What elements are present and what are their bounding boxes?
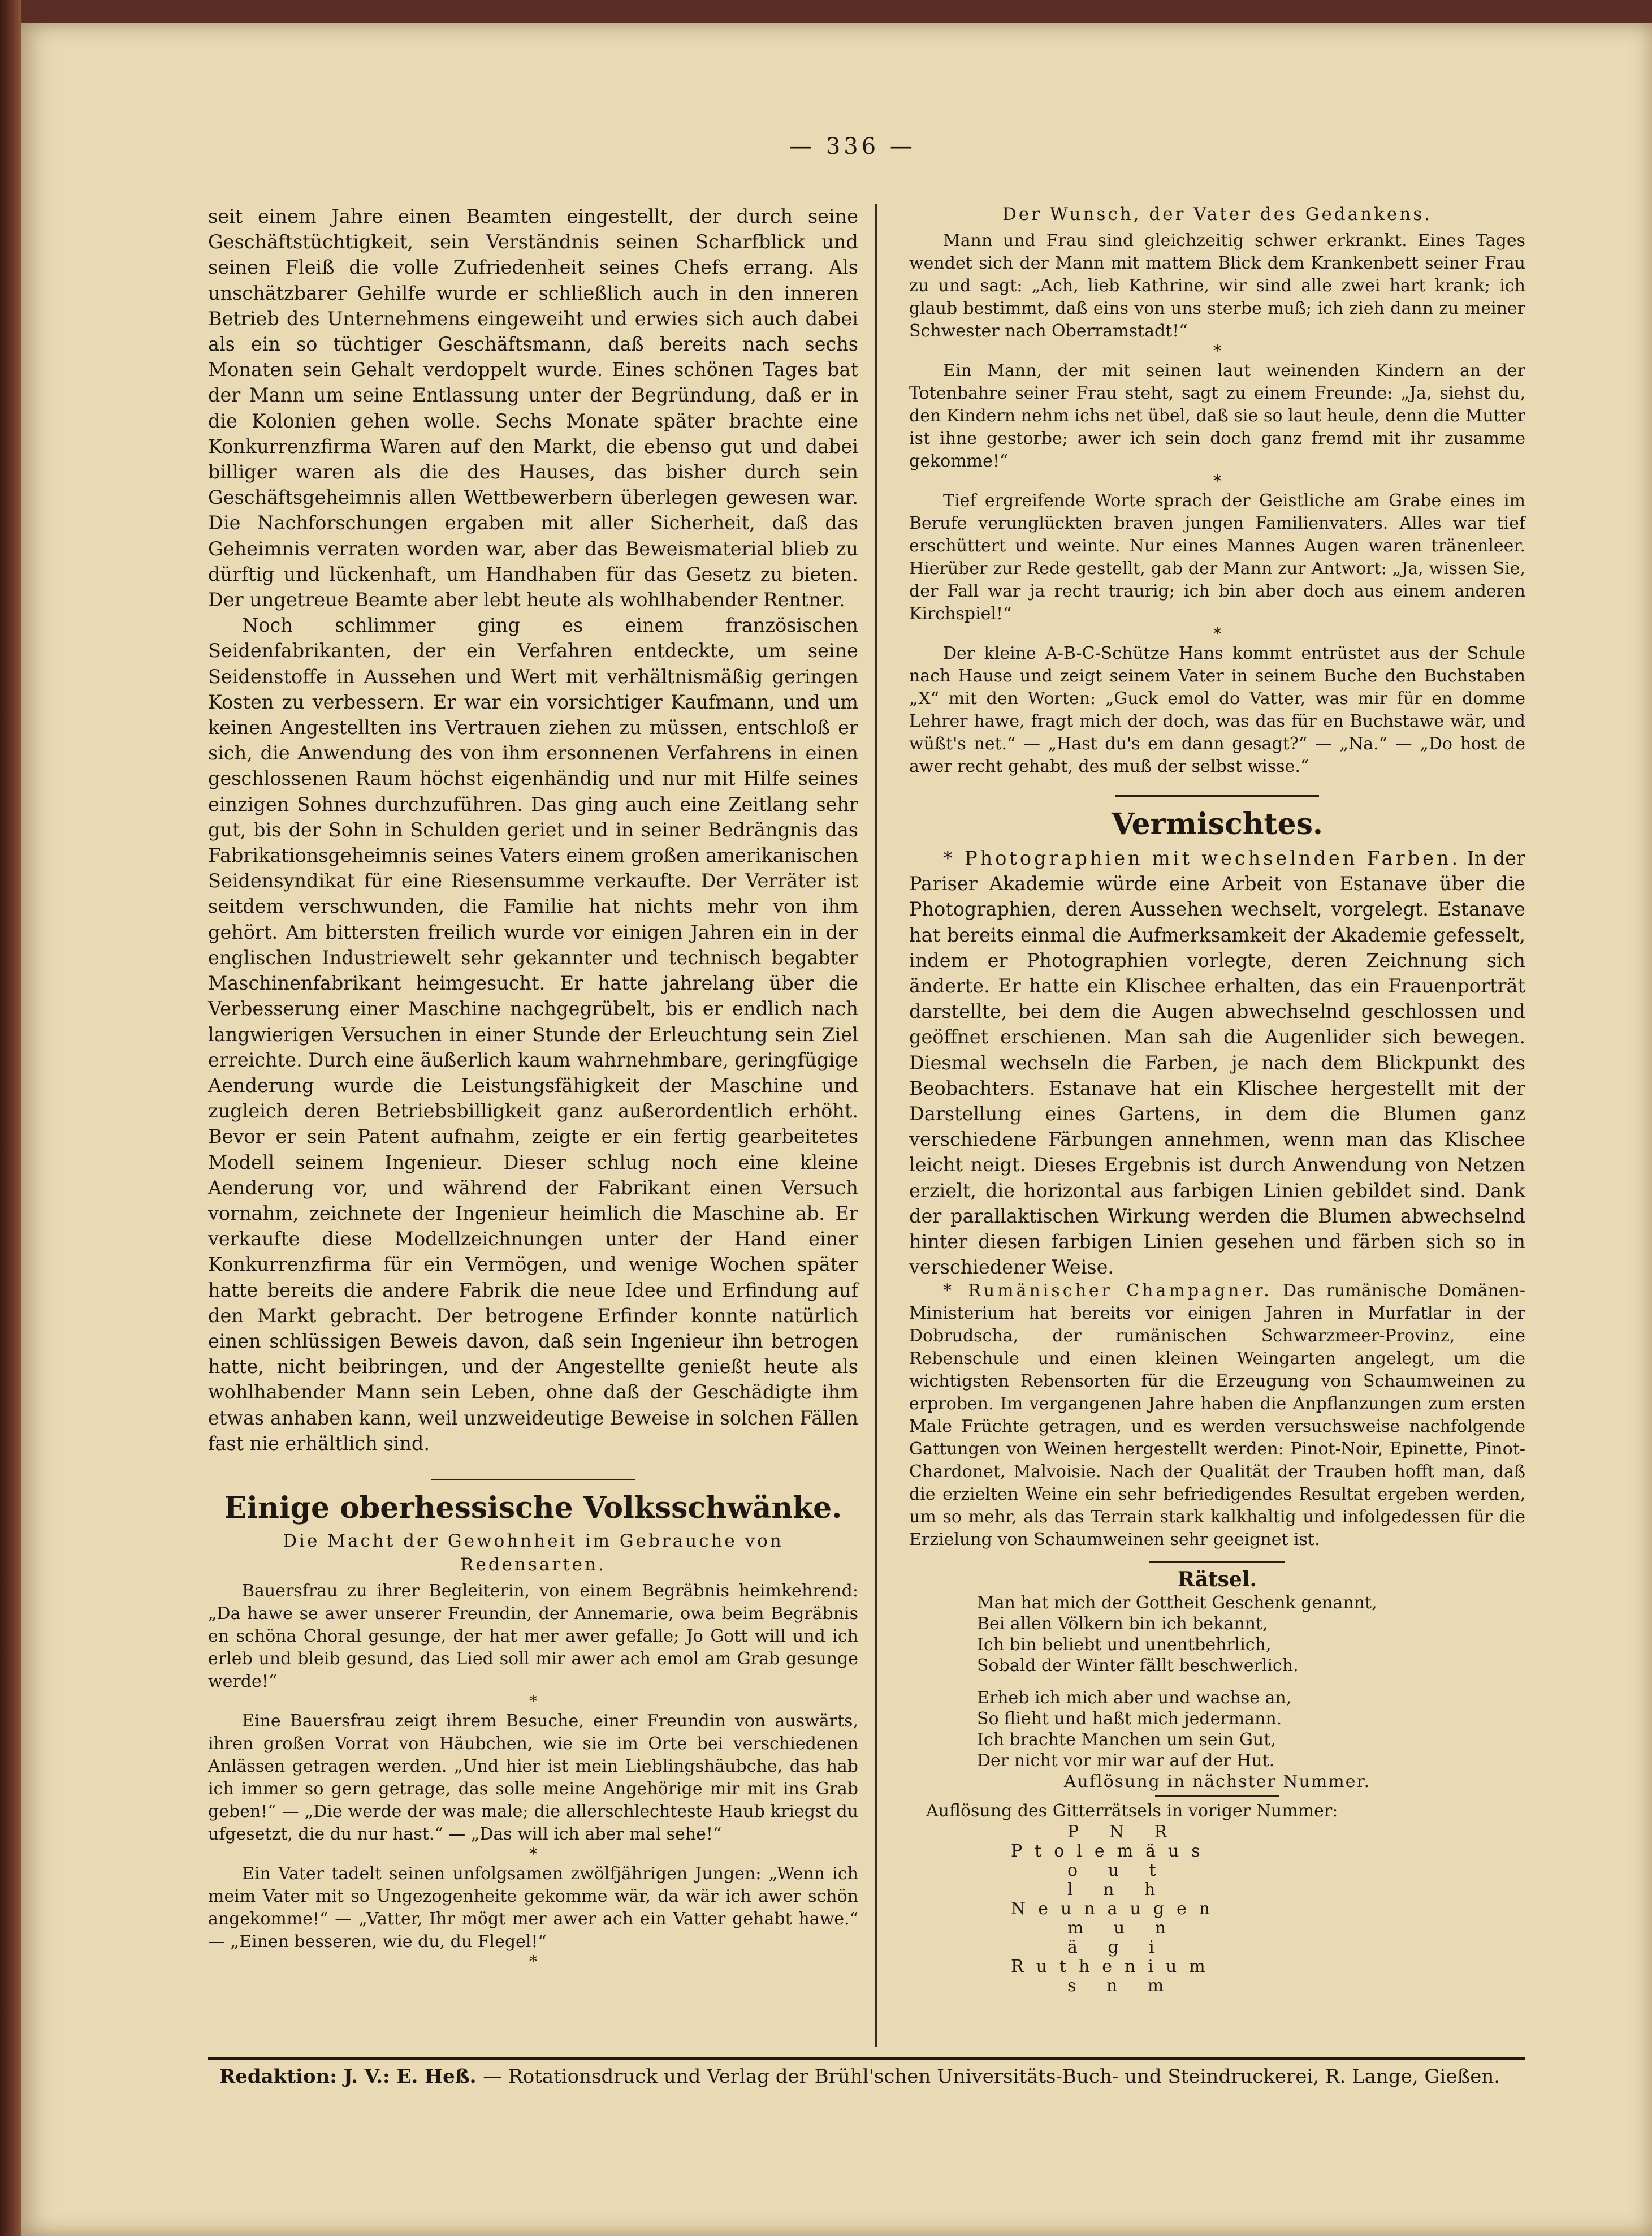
solution-grid (1011, 1823, 1525, 1996)
article-paragraph: Noch schlimmer ging es einem französischen Seidenfabrikanten, der ein Verfahren entdeckte, um seine Seidenstoffe in Aussehen und Wert mit verhältnismäßig geringen Kosten zu verbessern. Er war ein vorsichtiger Kaufmann, und um keinen Angestellten ins Vertrauen ziehen zu müssen, entschloß er sich, die Anwendung des von ihm ersonnenen Verfahrens in einen geschlossenen Raum höchst eigenhändig und nur mit Hilfe seines einzigen Sohnes durchzuführen. Das ging auch eine Zeitlang sehr gut, bis der Sohn in Schulden geriet und in seiner Bedrängnis das Fabrikationsgeheimnis seines Vaters einem großen amerikanischen Seidensyndikat für eine Riesensumme verkaufte. Der Verräter ist seitdem verschwunden, die Familie hat nichts mehr von ihm gehört. Am bittersten freilich wurde vor einigen Jahren ein in der englischen Industriewelt sehr gekannter und technisch begabter Maschinenfabrikant heimgesucht. Er hatte jahrelang über die Verbesserung einer Maschine nachgegrübelt, bis er endlich nach langwierigen Versuchen in einer Stunde der Erleuchtung sein Ziel erreichte. Durch eine äußerlich kaum wahrnehmbare, geringfügige Aenderung wurde die Leistungsfähigkeit der Maschine und zugleich deren Betriebsbilligkeit ganz außerordentlich erhöht. Bevor er sein Patent aufnahm, zeigte er ein fertig gearbeitetes Modell seinem Ingenieur. Dieser schlug noch eine kleine Aenderung vor, und während der Fabrikant einen Versuch vornahm, zeichnete der Ingenieur heimlich die Maschine ab. Er verkaufte diese Modellzeichnungen unter der Hand einer Konkurrenzfirma für ein Vermögen, und wenige Wochen später hatte bereits die andere Fabrik die neue Idee und Erfindung auf den Markt gebracht. Der betrogene Erfinder konnte natürlich einen schlüssigen Beweis davon, daß sein Ingenieur ihn betrogen hatte, nicht beibringen, und der Angestellte genießt heute als wohlhabender Mann sein Leben, ohne daß der Geschädigte ihm etwas anhaben kann, weil unzweideutige Beweise in solchen Fällen fast nie erhältlich sind. (208, 614, 858, 1454)
section-title: Einige oberhessische Volksschwänke. (224, 1490, 842, 1525)
riddle-note: Auflösung in nächster Nummer. (1063, 1772, 1371, 1792)
grid-row (1011, 1861, 1525, 1880)
book-binding (0, 0, 21, 2236)
solution-title: Auflösung des Gitterrätsels in voriger Nummer: (926, 1801, 1338, 1821)
separator-star: * (529, 1952, 537, 1971)
riddle-line: Erheb ich mich aber und wachse an, (977, 1688, 1292, 1708)
grid-cells: ä g i (1067, 1937, 1167, 1958)
news-text: In der Pariser Akademie würde eine Arbeit von Estanave über die Photographien, deren Aussehen wechselt, vorgelegt. Estanave hat bereits einmal die Aufmerksamkeit der Akademie gefesselt, indem er Photographien vorlegte, deren Zeichnung sich änderte. Er hatte ein Klischee erhalten, das ein Frauenporträt darstellte, bei dem die Augen abwechselnd geschlossen und geöffnet erschienen. Man sah die Augenlider sich bewegen. Diesmal wechseln die Farben, je nach dem Blickpunkt des Beobachters. Estanave hat ein Klischee hergestellt mit der Darstellung eines Gartens, in dem die Blumen ganz verschiedene Färbungen annehmen, wenn man das Klischee leicht neigt. Dieses Ergebnis ist durch Anwendung von Netzen erzielt, die horizontal aus farbigen Linien gebildet sind. Dank der parallaktischen Wirkung werden die Blumen abwechselnd hinter diesen farbigen Linien gesehen und färben sich so in verschiedener Weise. (909, 847, 1525, 1279)
riddle-line: Bei allen Völkern bin ich bekannt, (977, 1614, 1268, 1634)
anecdote-text: Bauersfrau zu ihrer Begleiterin, von einem Begräbnis heimkehrend: „Da hawe se awer unserer Freundin, der Annemarie, owa beim Begräbnis en schöna Choral gesunge, der hat mer awer gefalle; Jo Gott will und ich erleb und bleib gesund, das Lied soll mir awer ach emol am Grab gesunge werde!“ (208, 1581, 858, 1691)
grid-row (1011, 1976, 1525, 1996)
riddle-divider (1155, 1795, 1279, 1797)
separator-star: * (1213, 472, 1221, 490)
separator-star: * (1213, 624, 1221, 643)
section-divider (431, 1479, 635, 1480)
printer-line: — Rotationsdruck und Verlag der Brühl'schen Universitäts-Buch- und Steindruckerei, R. Lange, Gießen. (483, 2065, 1500, 2088)
grid-cells: Ruthenium (1011, 1957, 1218, 1977)
section-divider (1115, 795, 1319, 797)
grid-row (1011, 1957, 1525, 1976)
riddle-line: Ich bin beliebt und unentbehrlich, (977, 1635, 1272, 1655)
column-rule (875, 204, 877, 2047)
grid-row (1011, 1919, 1525, 1938)
news-title: * Rumänischer Champagner. (943, 1281, 1272, 1301)
riddle-line: Sobald der Winter fällt beschwerlich. (977, 1656, 1299, 1676)
right-column (909, 202, 1525, 1996)
anecdote-text: Tief ergreifende Worte sprach der Geistliche am Grabe eines im Berufe verunglückten braven jungen Familienvaters. Alles war tief erschüttert und weinte. Nur eines Mannes Augen waren tränenleer. Hierüber zur Rede gestellt, gab der Mann zur Antwort: „Ja, wissen Sie, der Fall war ja recht traurig; ich bin aber doch aus einem anderen Kirchspiel!“ (909, 491, 1525, 624)
grid-row (1011, 1880, 1525, 1900)
anecdote-text: Eine Bauersfrau zeigt ihrem Besuche, einer Freundin von auswärts, ihren großen Vorrat von Häubchen, wie sie im Orte bei verschiedenen Anlässen getragen werden. „Und hier ist mein Lieblingshäubche, das hab ich immer so gern getrage, das solle meine Angehörige mir mit ins Grab geben!“ — „Die werde der was male; die allerschlechteste Haub kriegst du ufgesetzt, die du nur hast.“ — „Das will ich aber mal sehe!“ (208, 1711, 858, 1844)
news-title: * Photographien mit wechselnden Farben. (943, 847, 1461, 869)
anecdote-text: Ein Vater tadelt seinen unfolgsamen zwölfjährigen Jungen: „Wenn ich meim Vater mit so Ungezogenheite gekomme wär, da wär ich awer schön angekomme!“ — „Vatter, Ihr mögt mer awer ach ein Vatter gehabt hawe.“ — „Einen besseren, wie du, du Flegel!“ (208, 1863, 858, 1952)
riddle-line: Man hat mich der Gottheit Geschenk genannt, (977, 1593, 1377, 1613)
grid-cells: o u t (1067, 1861, 1169, 1881)
anecdote-text: Mann und Frau sind gleichzeitig schwer erkrankt. Eines Tages wendet sich der Mann mit mattem Blick dem Krankenbett seiner Frau zu und sagt: „Ach, lieb Kathrine, wir sind alle zwei hart krank; ich glaub bestimmt, daß eins von uns sterbe muß; ich zieh dann zu meiner Schwester nach Oberramstadt!“ (909, 231, 1525, 341)
riddle-title: Rätsel. (1177, 1568, 1257, 1592)
page-number: — 336 — (789, 133, 916, 159)
separator-star: * (1213, 342, 1221, 360)
separator-star: * (529, 1691, 537, 1711)
riddle-divider (1149, 1561, 1285, 1563)
left-column (208, 204, 858, 1970)
grid-row (1011, 1842, 1525, 1861)
grid-row (1011, 1938, 1525, 1957)
riddle-line: Ich brachte Manchen um sein Gut, (977, 1730, 1276, 1750)
grid-cells: l n h (1067, 1880, 1168, 1900)
editor-line: Redaktion: J. V.: E. Heß. (219, 2065, 477, 2088)
anecdote-heading: Der Wunsch, der Vater des Gedankens. (1002, 204, 1432, 225)
anecdote-heading: Die Macht der Gewohnheit im Gebrauche von Redensarten. (283, 1530, 784, 1575)
grid-row (1011, 1823, 1525, 1842)
anecdote-text: Der kleine A-B-C-Schütze Hans kommt entrüstet aus der Schule nach Hause und zeigt seinem Vater in seinem Buche den Buchstaben „X“ mit den Worten: „Guck emol do Vatter, was mir für en domme Lehrer hawe, fragt mich der doch, was das für en Buchstawe wär, und wüßt's net.“ — „Hast du's em dann gesagt?“ — „Na.“ — „Do host de awer recht gehabt, des muß der selbst wisse.“ (909, 644, 1525, 776)
separator-star: * (529, 1844, 537, 1863)
riddle-line: Der nicht vor mir war auf der Hut. (977, 1751, 1275, 1771)
section-title: Vermischtes. (1111, 807, 1324, 841)
riddle-line: So flieht und haßt mich jedermann. (977, 1709, 1282, 1729)
newspaper-page (21, 23, 1652, 2236)
grid-row (1011, 1900, 1525, 1919)
imprint-footer (219, 2064, 1520, 2089)
news-item (909, 845, 1525, 1280)
grid-cells: P N R (1067, 1822, 1180, 1842)
article-paragraph: seit einem Jahre einen Beamten eingestellt, der durch seine Geschäftstüchtigkeit, sein Verständnis seinen Scharfblick und seinen Fleiß die volle Zufriedenheit seines Chefs errang. Als unschätzbarer Gehilfe wurde er schließlich auch in den inneren Betrieb des Unternehmens eingeweiht und erwies sich auch dabei als ein so tüchtiger Geschäftsmann, daß bereits nach sechs Monaten sein Gehalt verdoppelt wurde. Eines schönen Tages bat der Mann um seine Entlassung unter der Begründung, daß er in die Kolonien gehen wolle. Sechs Monate später brachte eine Konkurrenzfirma Waren auf den Markt, die ebenso gut und dabei billiger waren als die des Hauses, das bisher durch sein Geschäftsgeheimnis allen Wettbewerbern überlegen gewesen war. Die Nachforschungen ergaben mit aller Sicherheit, daß das Geheimnis verraten worden war, aber das Beweismaterial blieb zu dürftig und lückenhaft, um Handhaben für das Gesetz zu bieten. Der ungetreue Beamte aber lebt heute als wohlhabender Rentner. (208, 205, 858, 611)
grid-cells: m u n (1067, 1918, 1179, 1939)
grid-cells: Neunaugen (1011, 1899, 1223, 1919)
riddle-verse (977, 1592, 1525, 1771)
news-item (909, 1280, 1525, 1551)
grid-cells: Ptolemäus (1011, 1841, 1213, 1862)
grid-cells: s n m (1067, 1976, 1177, 1996)
footer-rule (208, 2057, 1525, 2060)
news-text: Das rumänische Domänen-Ministerium hat bereits vor einigen Jahren in Murfatlar in der Dobrudscha, der rumänischen Schwarzmeer-Provinz, eine Rebenschule und einen kleinen Weingarten angelegt, um die wichtigsten Rebensorten für die Erzeugung von Schaumweinen zu erproben. Im vergangenen Jahre haben die Anpflanzungen zum ersten Male Früchte getragen, und es werden versuchsweise nachfolgende Gattungen von Weinen hergestellt werden: Pinot-Noir, Epinette, Pinot-Chardonet, Malvoisie. Nach der Qualität der Trauben hofft man, daß die erzielten Weine ein sehr befriedigendes Resultat ergeben werden, um so mehr, als das Terrain stark kalkhaltig und infolgedessen für die Erzielung von Schaumweinen sehr geeignet ist. (909, 1281, 1525, 1550)
anecdote-text: Ein Mann, der mit seinen laut weinenden Kindern an der Totenbahre seiner Frau steht, sagt zu einem Freunde: „Ja, siehst du, den Kindern nehm ichs net übel, daß sie so laut heule, denn die Mutter ist ihne gestorbe; awer ich sein doch ganz fremd mit ihr zusamme gekomme!“ (909, 361, 1525, 471)
